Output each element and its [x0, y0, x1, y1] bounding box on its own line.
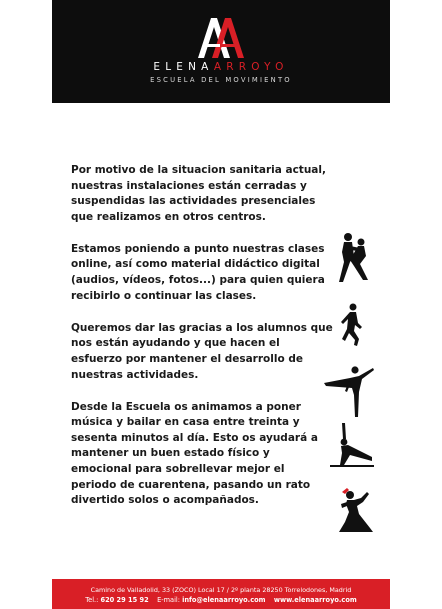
brand-name-part2: ARROYO [213, 61, 289, 73]
footer-contact [52, 579, 390, 609]
footer-web[interactable]: www.elenaarroyo.com [273, 596, 357, 604]
paragraph-dance-at-home: Desde la Escuela os animamos a poner música y bailar en casa entre treinta y sesenta minutos al día. Esto os ayudará a mantener un buen estado físico y emocional para sobrellevar mejor el periodo de cuarentena, pasando un rato divertido solos o acompañados. [71, 400, 318, 507]
paragraph-online-classes: Estamos poniendo a punto nuestras clases online, así como material didáctico digital (audios, vídeos, fotos...) para quien quiera recibirlo o continuar las clases. [71, 242, 325, 302]
runner-icon [341, 303, 363, 347]
logo-aa-icon [198, 18, 244, 58]
yoga-plank-icon [330, 423, 374, 467]
footer-email-label: E-mail: [157, 596, 180, 604]
header-banner [52, 0, 390, 103]
ballet-dancer-icon [324, 362, 374, 418]
brand-name [52, 61, 390, 73]
footer-contact-line [52, 596, 390, 604]
paragraph-thanks: Queremos dar las gracias a los alumnos que nos están ayudando y que hacen el esfuerzo por mantener el desarrollo de nuestras actividades. [71, 321, 333, 381]
couple-dancers-icon [334, 232, 370, 284]
footer-tel[interactable]: 620 29 15 92 [100, 596, 149, 604]
footer-address: Camino de Valladolid, 33 (ZOCO) Local 17 / 2º planta 28250 Torrelodones, Madrid [90, 586, 352, 594]
footer-tel-label: Tel.: [85, 596, 99, 604]
paragraph-situation: Por motivo de la situacion sanitaria actual, nuestras instalaciones están cerradas y suspendidas las actividades presenciales que realizamos en otros centros. [71, 164, 326, 223]
main-text [71, 163, 333, 525]
brand-name-part1: ELENA [153, 61, 214, 73]
flamenco-dancer-icon [337, 488, 373, 532]
footer-email[interactable]: info@elenaarroyo.com [182, 596, 266, 604]
brand-tagline: ESCUELA DEL MOVIMIENTO [150, 76, 292, 84]
